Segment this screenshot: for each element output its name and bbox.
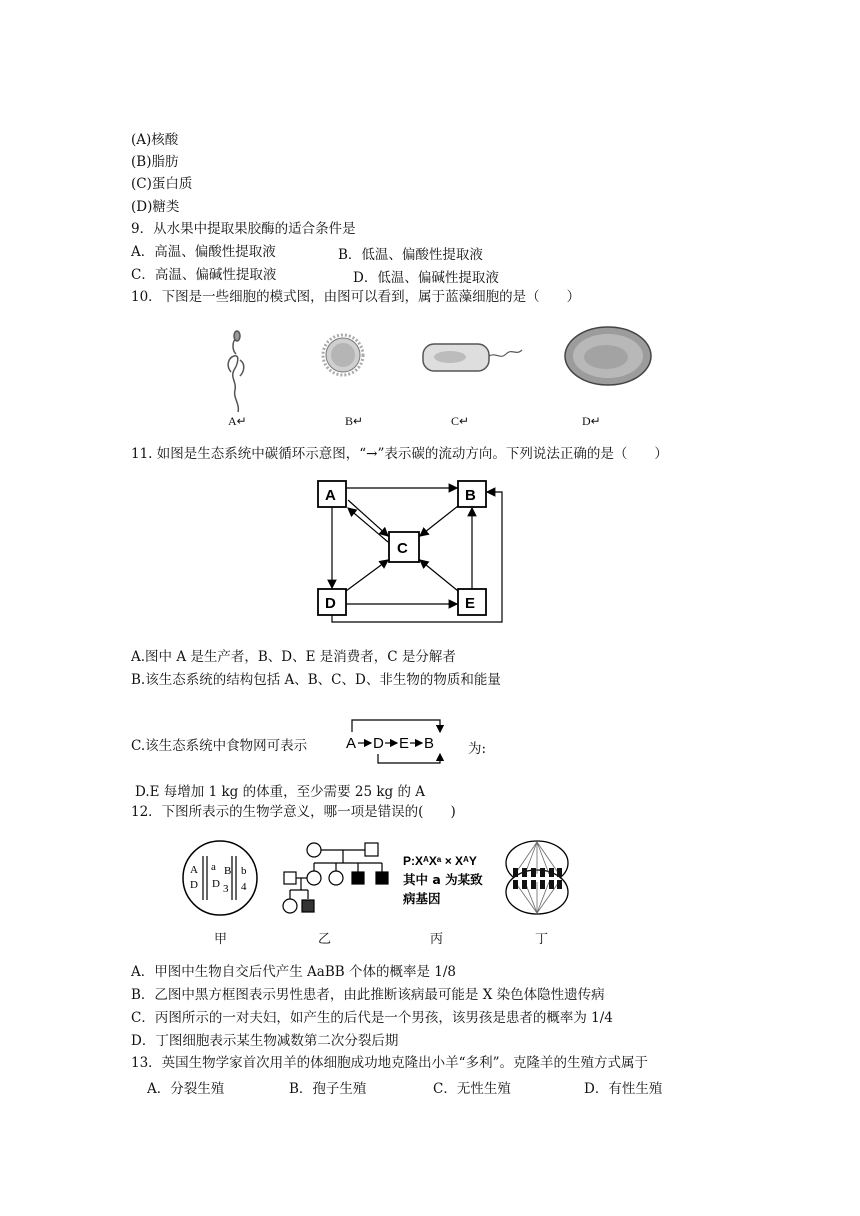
q11-option-b: B.该生态系统的结构包括 A、B、C、D、非生物的物质和能量: [131, 672, 501, 688]
chain-b: B: [424, 735, 435, 752]
box-e-label: E: [465, 595, 476, 612]
box-b-label: B: [465, 487, 476, 504]
bing-line-1: P:XᴬXᵃ × XᴬY: [403, 854, 477, 868]
q8-option-a: (A)核酸: [131, 132, 179, 148]
q13-option-a: A．分裂生殖: [147, 1081, 225, 1097]
q10-label-b: B↵: [345, 414, 364, 428]
bing-line-2: 其中 a 为某致: [403, 872, 483, 887]
q10-cell-figures: [0, 320, 860, 440]
q10-stem: 10．下图是一些细胞的模式图，由图可以看到，属于蓝藻细胞的是（ ）: [131, 289, 581, 305]
cell-a-spiral: [228, 331, 244, 412]
q9-option-d: D．低温、偏碱性提取液: [353, 270, 499, 286]
chain-d: D: [373, 735, 384, 752]
svg-text:D: D: [212, 878, 220, 890]
q9-option-a: A．高温、偏酸性提取液: [131, 244, 276, 260]
q8-option-c: (C)蛋白质: [131, 176, 193, 192]
chain-a: A: [346, 735, 357, 752]
svg-text:A: A: [190, 864, 198, 876]
q10-label-c: C↵: [451, 414, 470, 428]
figure-jia-cell: [183, 841, 257, 915]
box-d-label: D: [325, 595, 336, 612]
caption-yi: 乙: [318, 932, 332, 947]
cell-b-round: [323, 335, 363, 375]
q13-stem: 13．英国生物学家首次用羊的体细胞成功地克隆出小羊“多利”。克隆羊的生殖方式属于: [131, 1055, 648, 1071]
carbon-cycle-diagram: [0, 470, 860, 640]
q12-option-d: D．丁图细胞表示某生物减数第二次分裂后期: [131, 1033, 399, 1049]
q11-stem: 11. 如图是生态系统中碳循环示意图，“→”表示碳的流动方向。下列说法正确的是（ ）: [131, 446, 668, 462]
q11-option-a: A.图中 A 是生产者，B、D、E 是消费者，C 是分解者: [131, 649, 456, 665]
q13-option-c: C．无性生殖: [433, 1081, 511, 1097]
box-c-label: C: [397, 540, 408, 557]
bing-line-3: 病基因: [403, 891, 441, 906]
svg-text:a: a: [211, 861, 216, 873]
q10-label-d: D↵: [582, 414, 601, 428]
q12-option-a: A．甲图中生物自交后代产生 AaBB 个体的概率是 1/8: [131, 964, 456, 980]
chain-e: E: [399, 735, 410, 752]
box-a-label: A: [325, 487, 336, 504]
caption-jia: 甲: [214, 932, 228, 947]
q12-option-b: B．乙图中黑方框图表示男性患者，由此推断该病最可能是 X 染色体隐性遗传病: [131, 987, 605, 1003]
figure-ding-cell: [506, 841, 568, 914]
q13-option-b: B．孢子生殖: [289, 1081, 367, 1097]
cell-c-rod: [423, 344, 522, 371]
svg-text:B: B: [224, 865, 232, 877]
q8-option-b: (B)脂肪: [131, 154, 179, 170]
q9-option-c: C．高温、偏碱性提取液: [131, 267, 277, 283]
q9-stem: 9．从水果中提取果胶酶的适合条件是: [131, 221, 356, 237]
q12-figures: [0, 830, 860, 940]
q8-option-d: (D)糖类: [131, 199, 180, 215]
q12-stem: 12．下图所表示的生物学意义，哪一项是错误的( ): [131, 804, 456, 820]
food-chain-figure: [340, 710, 480, 770]
figure-yi-pedigree: [283, 843, 388, 913]
svg-text:D: D: [190, 879, 198, 891]
q13-option-d: D．有性生殖: [584, 1081, 663, 1097]
svg-text:4: 4: [241, 881, 247, 893]
q11-option-c-suffix: 为:: [468, 741, 487, 757]
caption-ding: 丁: [535, 932, 549, 947]
q11-option-d: D.E 每增加 1 kg 的体重，至少需要 25 kg 的 A: [135, 784, 425, 800]
q10-label-a: A↵: [228, 414, 247, 428]
q9-option-b: B．低温、偏酸性提取液: [338, 247, 483, 263]
caption-bing: 丙: [430, 932, 444, 947]
svg-text:3: 3: [223, 883, 229, 895]
svg-text:b: b: [241, 865, 247, 877]
q12-option-c: C．丙图所示的一对夫妇，如产生的后代是一个男孩，该男孩是患者的概率为 1/4: [131, 1010, 613, 1026]
q11-option-c-text: C.该生态系统中食物网可表示: [131, 738, 308, 754]
cell-d-oval: [565, 327, 651, 385]
